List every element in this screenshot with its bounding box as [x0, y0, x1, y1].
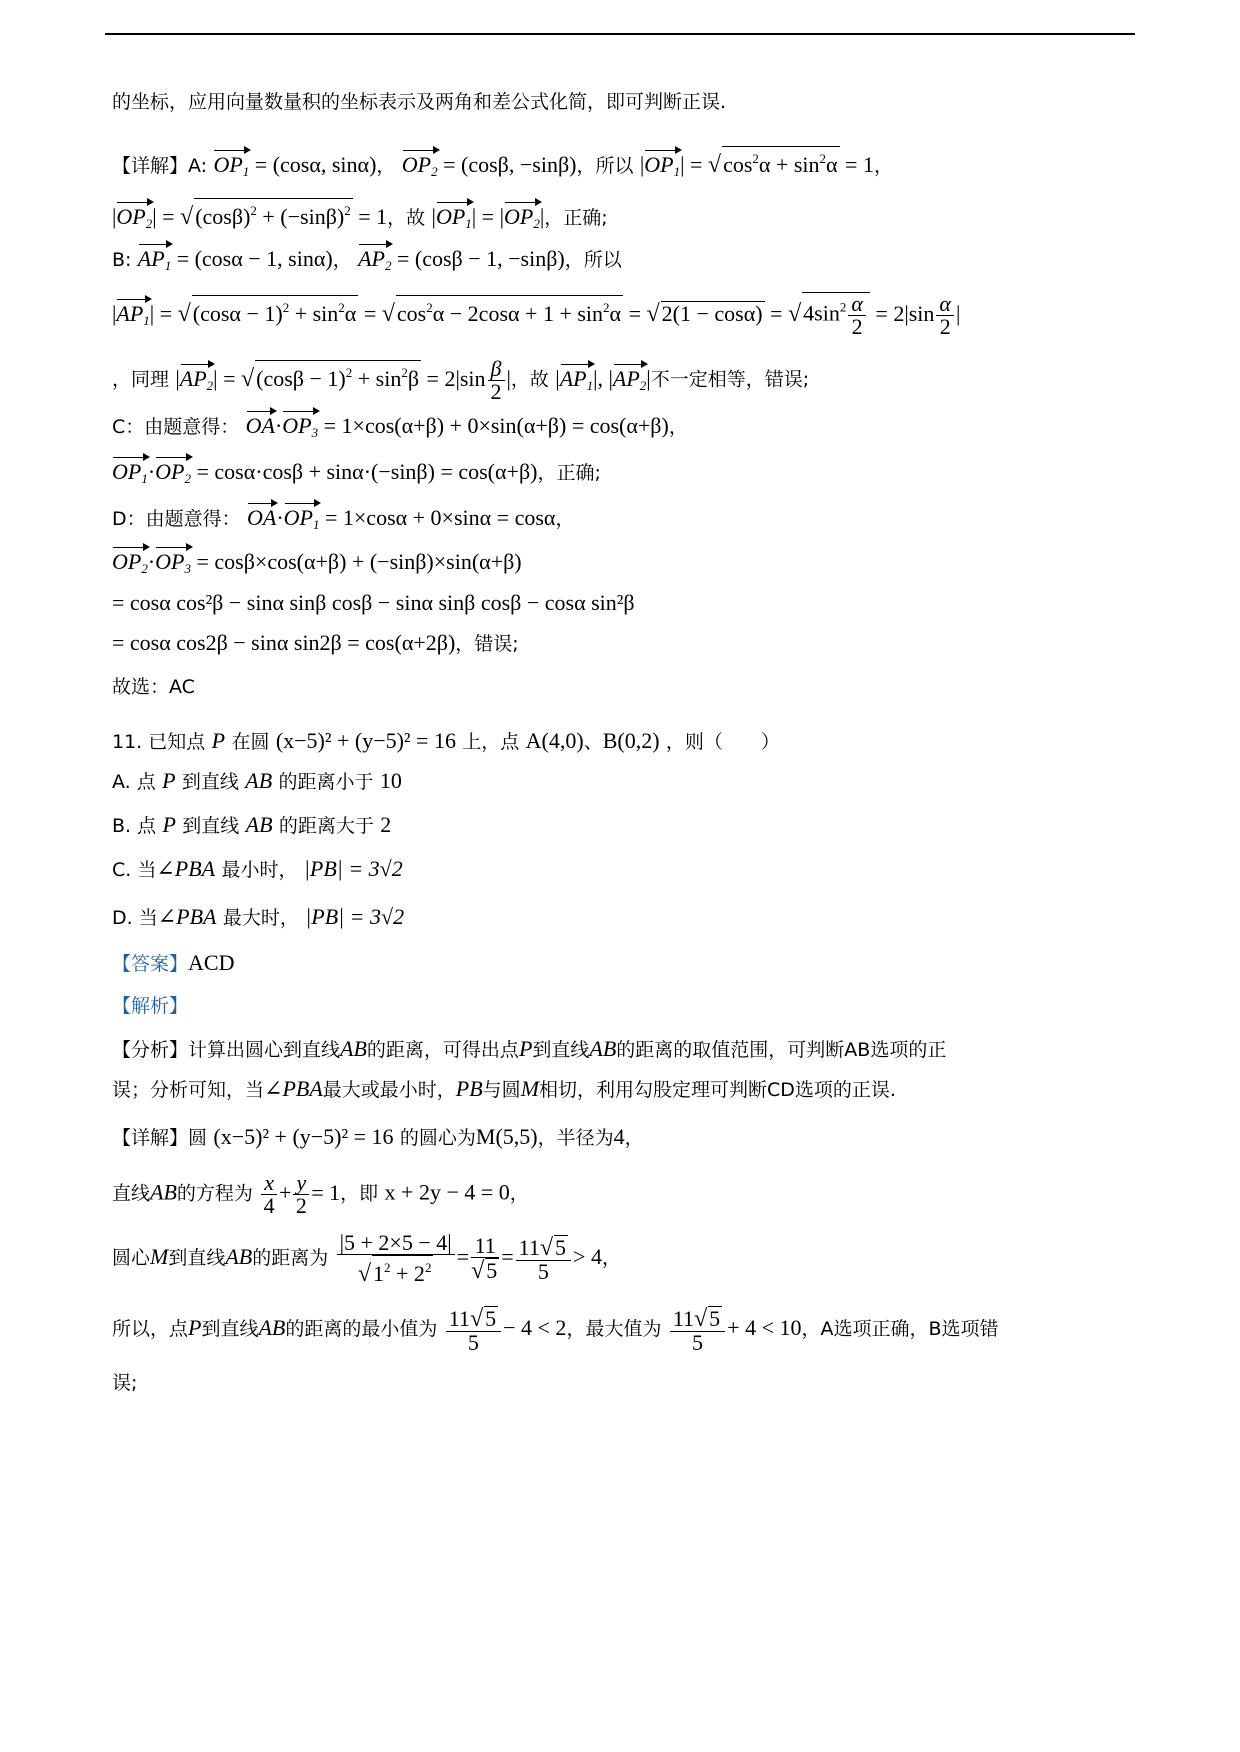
- detail-d-line3: = cosα cos²β − sinα sinβ cosβ − sinα sinβ cosβ − cosα sin²β: [112, 590, 635, 615]
- detail-d-line4: = cosα cos2β − sinα sin2β = cos(α+2β)，错误;: [112, 630, 519, 655]
- header-rule: [105, 33, 1135, 35]
- detail-c-line1: C：由题意得： $OA\cdot OP_3 = 1\times\cos(\alpha+\beta) + 0\times\sin(\alpha+\beta) = \cos(\alpha+\beta)$，: [112, 410, 688, 446]
- question-11-stem: 11. 已知点 P 在圆 (x−5)² + (y−5)² = 16 上，点 A(4,0)、B(0,2) ，则（ ）: [112, 728, 780, 753]
- detail-b-line3: ，同理 $|AP_2| = √(\cos\beta - 1)^2 + \sin^2\beta = 2|\sin$ $\frac{\beta}{2}$ |，故 $|AP_1|$, $|AP_2|$不一定相等，错误;: [112, 356, 810, 404]
- detail-label: 【详解】: [112, 155, 189, 177]
- fenxi-line1: 【分析】计算出圆心到直线AB的距离，可得出点P到直线AB的距离的取值范围，可判断AB选项的正: [112, 1036, 947, 1061]
- fenxi-line2: 误；分析可知，当∠PBA最大或最小时，PB与圆M相切，利用勾股定理可判断CD选项的正误.: [112, 1076, 896, 1101]
- line-ab-equation: 直线AB的方程为 $\frac{x}{4}$ + $\frac{y}{2}$ = 1，即 x + 2y − 4 = 0，: [112, 1170, 529, 1218]
- analysis-label: 【解析】: [112, 995, 189, 1017]
- choose-line: 故选：AC: [112, 676, 195, 698]
- detail-d-line1: D：由题意得： $OA\cdot OP_1 = 1\times\cos\alpha + 0\times\sin\alpha = \cos\alpha$，: [112, 502, 574, 538]
- distance-line: 圆心M到直线AB的距离为 $\frac{|5 + 2\times 5 - 4|}{√1^2 + 2^2}$ = $\frac{11}{√5}$ = $\frac{11√5}{5}$ > 4，: [112, 1230, 621, 1287]
- option-b: B. 点 P 到直线 AB 的距离大于 2: [112, 812, 392, 837]
- answer-line: 【答案】ACD: [112, 950, 235, 975]
- detail-b-line1: B: $AP_1 = (\cos\alpha - 1$, sinα)， $AP_2 = (\cos\beta - 1$, −sinβ)，所以: [112, 243, 622, 279]
- range-line: 所以，点P到直线AB的距离的最小值为 $\frac{11√5}{5}$ − 4 < 2，最大值为 $\frac{11√5}{5}$ + 4 < 10，A选项正确，B选项错: [112, 1306, 999, 1355]
- option-d: D. 当∠PBA 最大时， |PB| = 3√2: [112, 904, 405, 929]
- option-c: C. 当∠PBA 最小时， |PB| = 3√2: [112, 856, 403, 881]
- option-a: A. 点 P 到直线 AB 的距离小于 10: [112, 768, 402, 793]
- range-line-cont: 误;: [112, 1372, 138, 1394]
- detail-d-line2: $OP_2\cdot OP_3 = \cos\beta\times\cos(\alpha+\beta) + (-\sin\beta)\times\sin(\alpha+\beta)$: [112, 546, 522, 582]
- detail-a-line1: 【详解】A: $OP_1 = (\cos\alpha$, sinα)， $OP_2 = (\cos\beta$, −sinβ)，所以 $|OP_1| = √\cos^2\alpha + \sin^2\alpha = 1$，: [112, 146, 893, 185]
- detail-b-line2: $|AP_1| = √(\cos\alpha - 1)^2 + \sin^2\alpha = √\cos^2\alpha - 2\cos\alpha + 1 + \sin^2\alpha = √2(1 - \cos\alpha) = √4\sin^2$ $\frac{\alpha}{2}$ = 2|sin $\frac{\alpha}{2}$ |: [112, 291, 961, 339]
- detail-a-line2: $|OP_2| = √(\cos\beta)^2 + (-\sin\beta)^2 = 1$，故 $|OP_1| = |OP_2|$，正确;: [112, 198, 608, 237]
- detail-c-line2: $OP_1\cdot OP_2 = \cos\alpha\cdot\cos\beta + \sin\alpha\cdot(-\sin\beta) = \cos(\alpha+\beta)$，正确;: [112, 456, 601, 492]
- intro-line: 的坐标，应用向量数量积的坐标表示及两角和差公式化简，即可判断正误.: [112, 91, 727, 113]
- detail-circle-line: 【详解】圆 (x−5)² + (y−5)² = 16 的圆心为M(5,5)，半径为4，: [112, 1124, 644, 1149]
